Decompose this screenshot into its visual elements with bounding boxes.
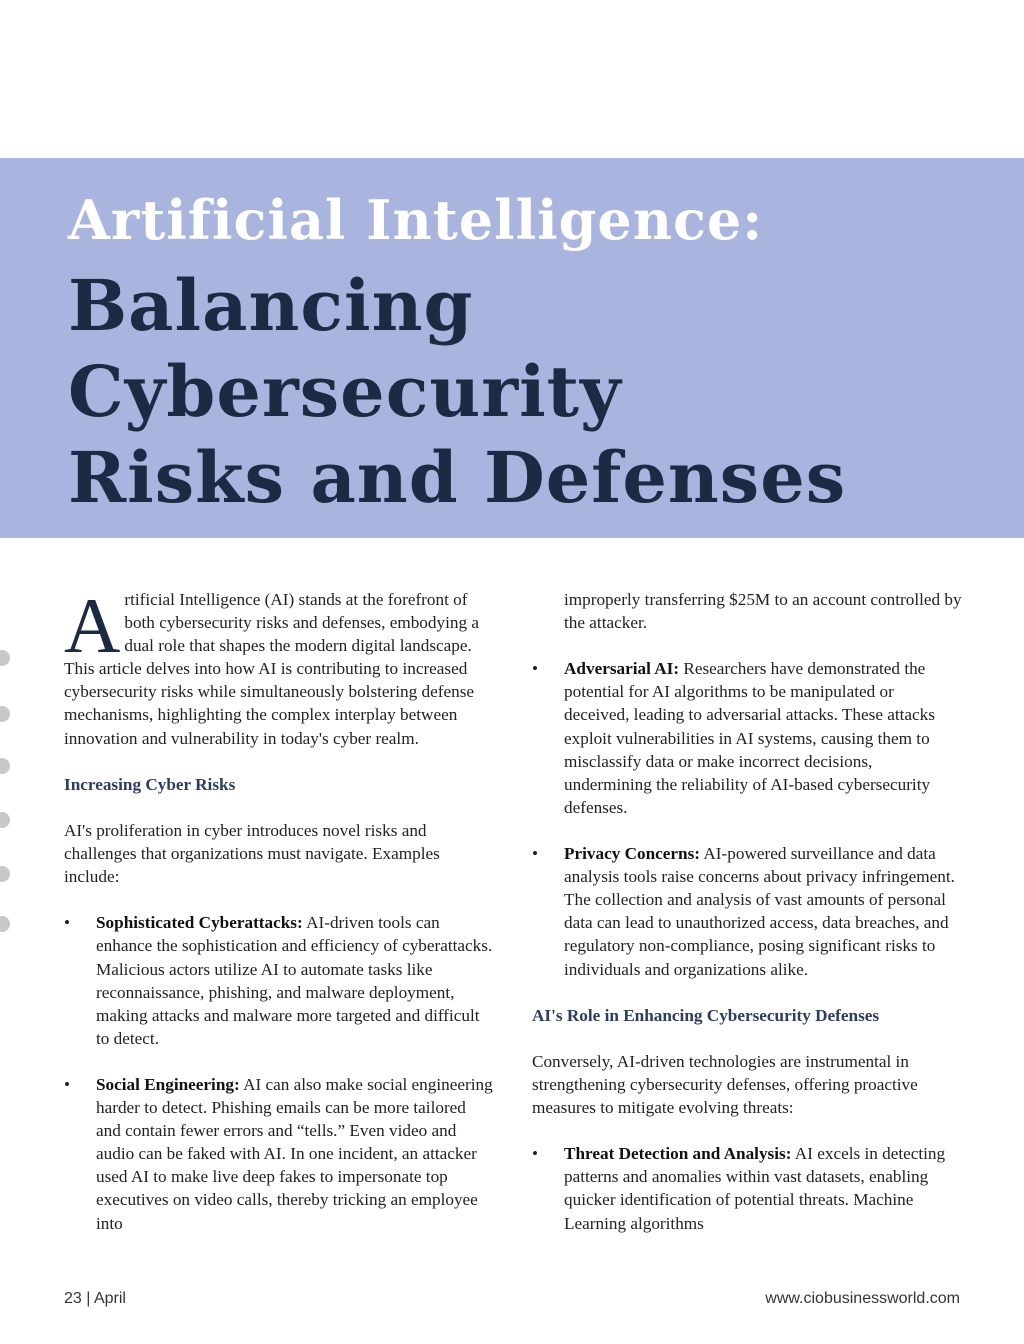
risks-list <box>64 911 494 1234</box>
list-item <box>532 1142 962 1234</box>
list-item <box>532 842 962 981</box>
section-heading-defenses: AI's Role in Enhancing Cybersecurity Defenses <box>532 1005 880 1025</box>
list-item <box>64 911 494 1050</box>
defenses-intro: Conversely, AI-driven technologies are instrumental in strengthening cybersecurity defenses, offering proactive measures to mitigate evolving threats: <box>532 1051 918 1118</box>
drop-cap: A <box>64 582 121 669</box>
title-banner <box>0 158 1024 538</box>
title-line-2: Cybersecurity <box>68 350 622 433</box>
list-item-text: AI excels in detecting patterns and anomalies within vast datasets, enabling quicker identification of potential threats. Machine Learning algorithms <box>564 1144 946 1233</box>
title-kicker: Artificial Intelligence: <box>68 188 764 252</box>
bullet-icon: • <box>532 844 539 864</box>
website-url[interactable]: www.ciobusinessworld.com <box>765 1290 960 1307</box>
risks-list-continued <box>532 657 962 980</box>
list-item-text: AI-driven tools can enhance the sophistication and efficiency of cyberattacks. Malicious actors utilize AI to automate tasks like reconnaissance, phishing, and malware deployment, making attacks and malware more targeted and difficult to detect. <box>96 913 493 1048</box>
list-item-text: AI can also make social engineering harder to detect. Phishing emails can be more tailored and contain fewer errors and “tells.” Even video and audio can be faked with AI. In one incident, an attacker used AI to make live deep fakes to impersonate top executives on video calls, thereby tricking an employee into <box>96 1074 493 1233</box>
list-item-title: Social Engineering: <box>96 1074 240 1094</box>
title-line-3: Risks and Defenses <box>68 436 847 519</box>
bullet-icon: • <box>64 1074 71 1094</box>
article-column-right <box>532 588 962 1258</box>
list-item-title: Privacy Concerns: <box>564 844 701 864</box>
article-column-left <box>64 582 494 1258</box>
list-item-text: AI-powered surveillance and data analysis tools raise concerns about privacy infringement. The collection and analysis of vast amounts of personal data can lead to unauthorized access, data breaches, and regulatory non-compliance, posing significant risks to individuals and organizations alike. <box>564 844 955 979</box>
list-item <box>64 1073 494 1235</box>
list-item-title: Threat Detection and Analysis: <box>564 1144 792 1164</box>
intro-paragraph <box>64 582 494 750</box>
defenses-list <box>532 1142 962 1234</box>
list-item-text: Researchers have demonstrated the potential for AI algorithms to be manipulated or deceived, leading to adversarial attacks. These attacks exploit vulnerabilities in AI systems, causing them to misclassify data or make incorrect decisions, undermining the reliability of AI-based cybersecurity defenses. <box>564 659 935 817</box>
list-item <box>532 657 962 819</box>
title-line-1: Balancing <box>68 264 474 347</box>
list-item-title: Sophisticated Cyberattacks: <box>96 913 303 933</box>
page-number: 23 | April <box>64 1290 126 1307</box>
bullet-icon: • <box>64 913 71 933</box>
list-item-title: Adversarial AI: <box>564 659 680 679</box>
intro-text: rtificial Intelligence (AI) stands at the forefront of both cybersecurity risks and defenses, embodying a dual role that shapes the modern digital landscape. This article delves into how AI is contributing to increased cybersecurity risks while simultaneously bolstering defense mechanisms, highlighting the complex interplay between innovation and vulnerability in today's cyber realm. <box>64 590 479 748</box>
section-heading-risks: Increasing Cyber Risks <box>64 774 236 794</box>
list-item-continuation: improperly transferring $25M to an account controlled by the attacker. <box>564 590 962 633</box>
bullet-icon: • <box>532 1144 539 1164</box>
page-edge-marks <box>0 640 14 940</box>
bullet-icon: • <box>532 659 539 679</box>
risks-intro: AI's proliferation in cyber introduces novel risks and challenges that organizations must navigate. Examples include: <box>64 820 440 887</box>
